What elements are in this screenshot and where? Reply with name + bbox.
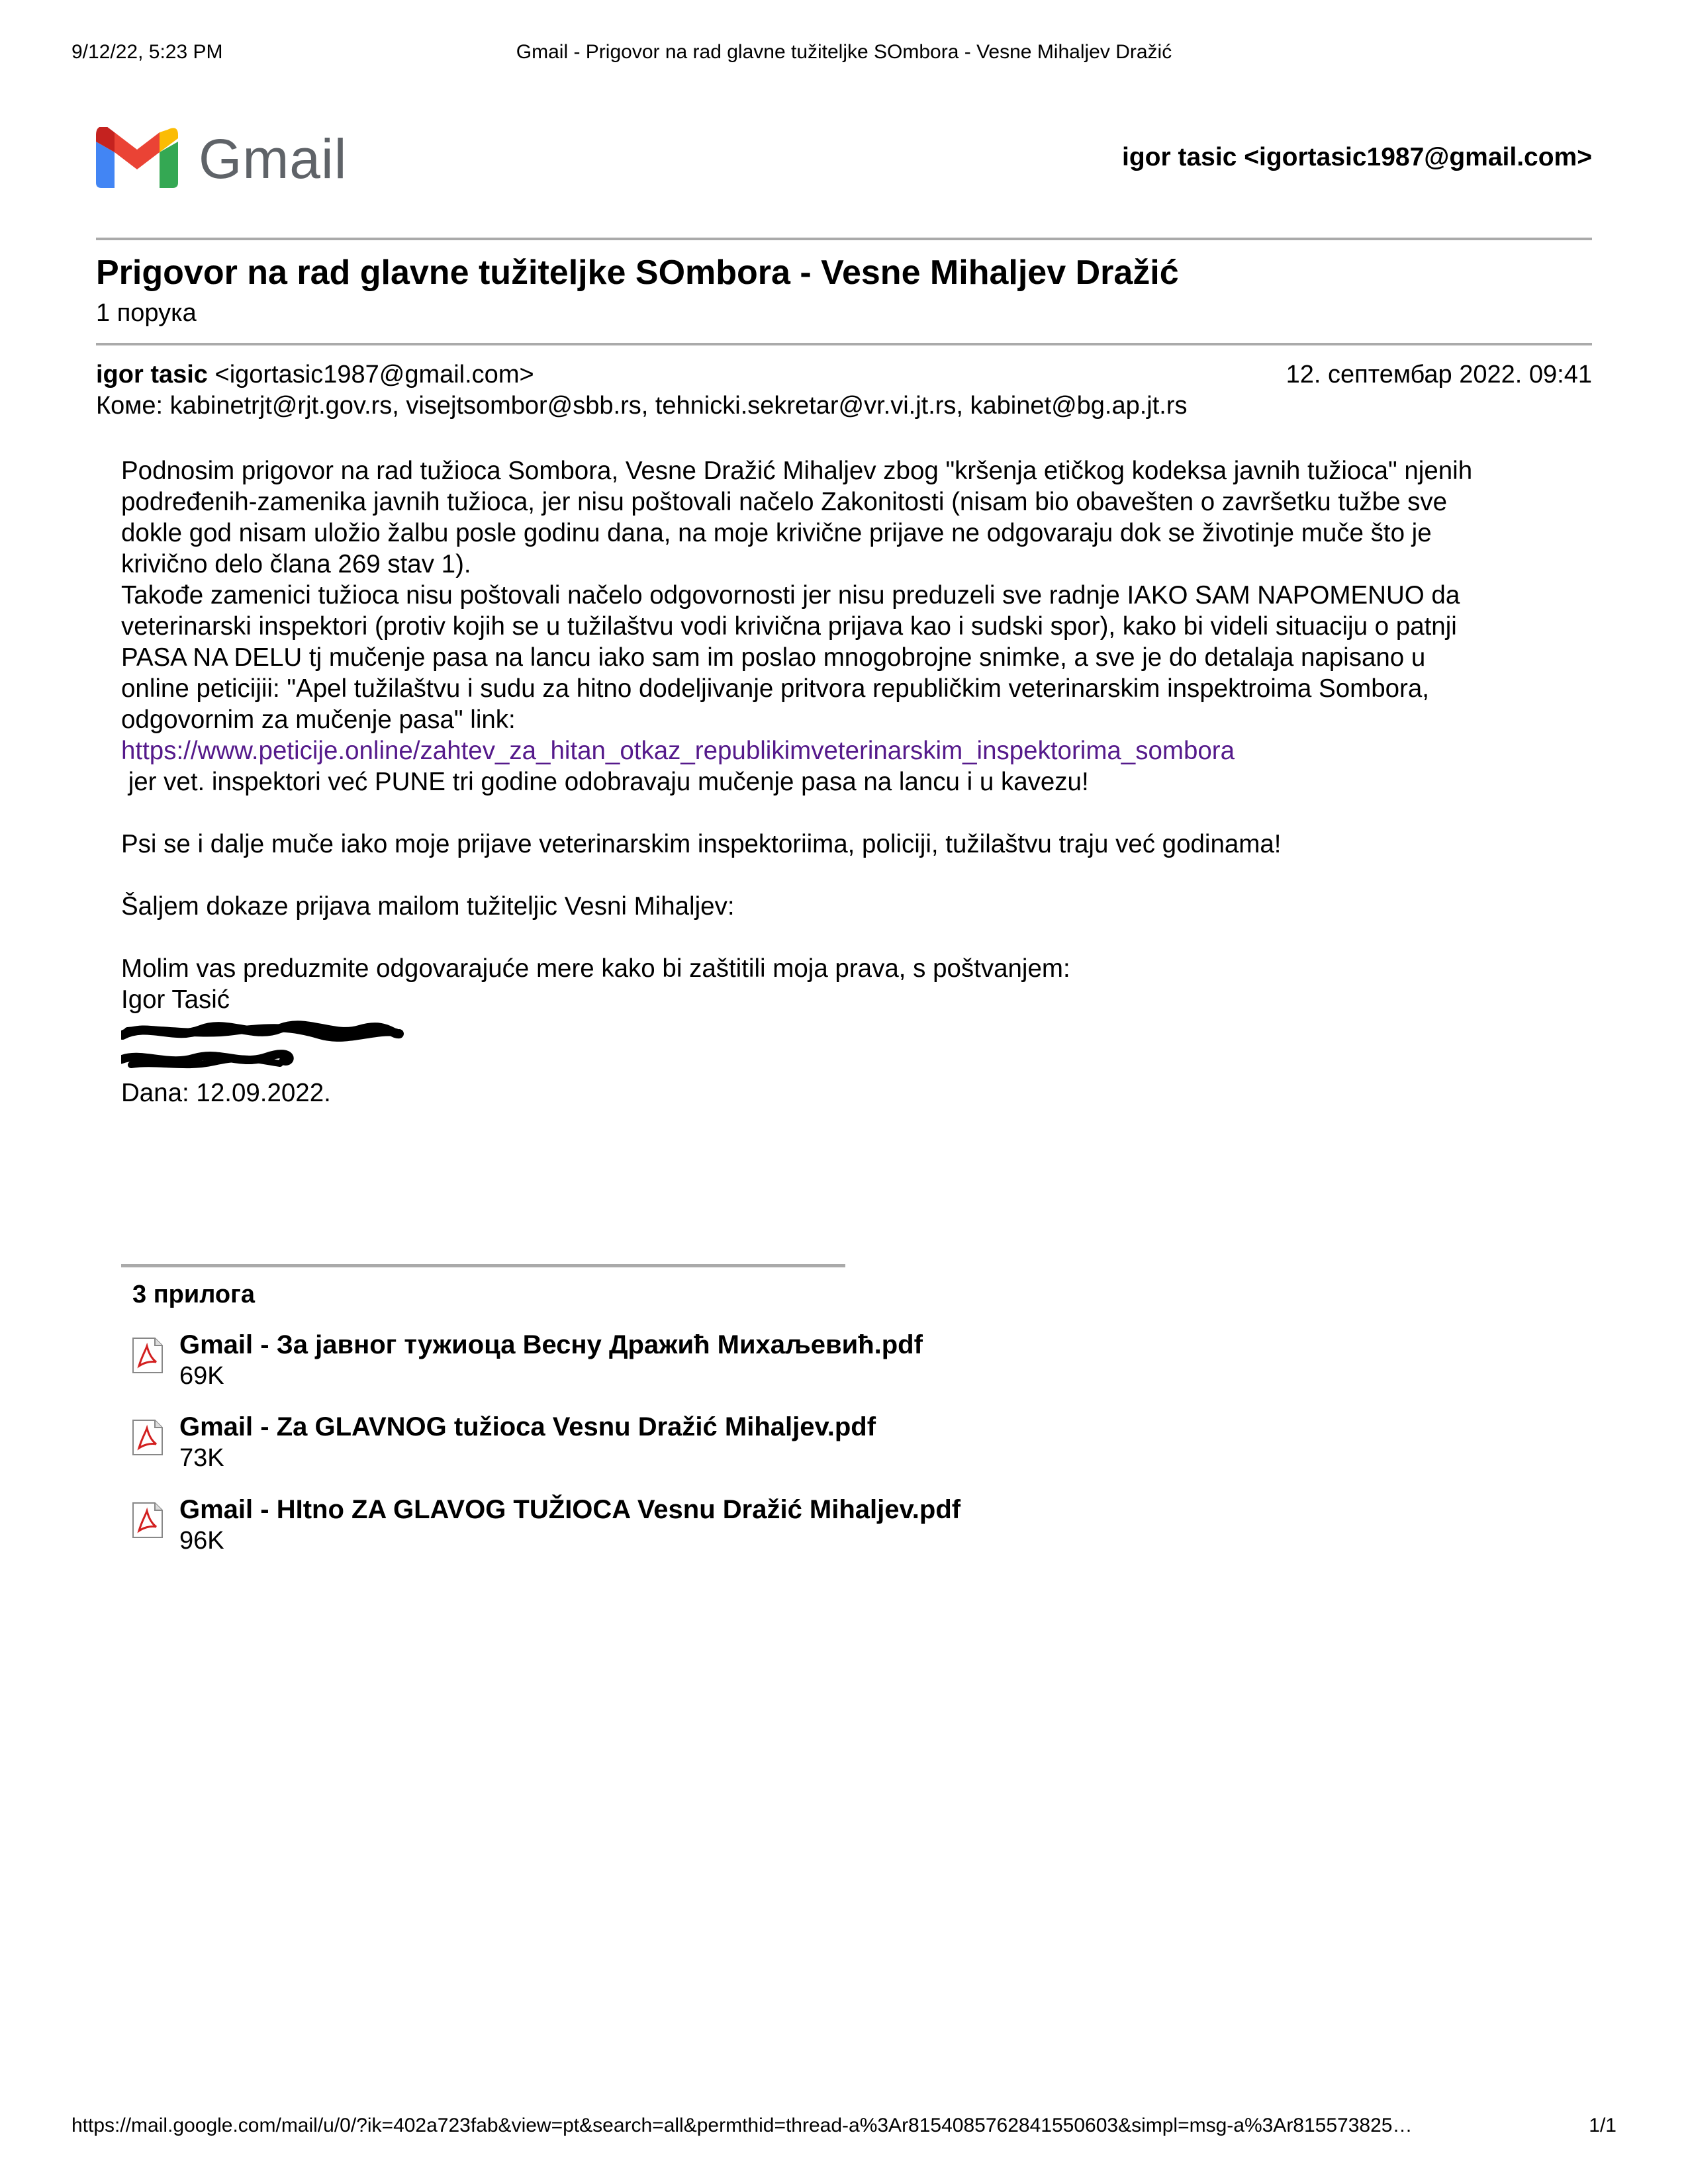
message-date: 12. септембар 2022. 09:41 [1286, 361, 1592, 388]
page-number: 1/1 [1589, 2115, 1617, 2136]
pdf-icon [131, 1419, 164, 1456]
header-divider [96, 238, 1592, 240]
sender-email: <igortasic1987@gmail.com> [214, 361, 534, 388]
body-line: veterinarski inspektori (protiv kojih se u tužilaštvu vodi krivična prijava kao i sudski spor), kako bi videli situaciju o patnji [121, 612, 1457, 641]
body-line: Podnosim prigovor na rad tužioca Sombora, Vesne Dražić Mihaljev zbog "kršenja etičkog kodeksa javnih tužioca" njenih [121, 457, 1473, 485]
thread-subject: Prigovor na rad glavne tužiteljke SOmbora - Vesne Mihaljev Dražić [96, 253, 1179, 292]
print-datetime: 9/12/22, 5:23 PM [71, 41, 223, 63]
attachment-size: 69K [179, 1362, 224, 1390]
attachment-name[interactable]: Gmail - HItno ZA GLAVOG TUŽIOCA Vesnu Dražić Mihaljev.pdf [179, 1495, 961, 1524]
body-paragraph: Psi se i dalje muče iako moje prijave veterinarskim inspektoriima, policiji, tužilaštvu traju već godinama! [121, 830, 1282, 858]
sender-name: igor tasic [96, 361, 208, 388]
body-line: krivično delo člana 269 stav 1). [121, 550, 471, 578]
body-line: PASA NA DELU tj mučenje pasa na lancu iako sam im poslao mnogobrojne snimke, a sve je do detalaja napisano u [121, 643, 1426, 672]
body-line: jer vet. inspektori već PUNE tri godine odobravaju mučenje pasa na lancu i u kavezu! [121, 768, 1089, 796]
print-header [0, 41, 1688, 68]
message-body [121, 455, 1577, 1109]
account-label: igor tasic <igortasic1987@gmail.com> [1122, 143, 1592, 171]
body-paragraph: Šaljem dokaze prijava mailom tužiteljic Vesni Mihaljev: [121, 892, 735, 921]
gmail-m-icon [96, 127, 178, 188]
letter-date: Dana: 12.09.2022. [121, 1079, 331, 1107]
gmail-logo [96, 126, 374, 189]
redaction-scribble [121, 1046, 412, 1077]
message-count: 1 порука [96, 299, 197, 327]
recipients-line: Коме: kabinetrjt@rjt.gov.rs, visejtsombor@sbb.rs, tehnicki.sekretar@vr.vi.jt.rs, kabinet@bg.ap.jt.rs [96, 392, 1188, 420]
attachment-size: 73K [179, 1444, 224, 1472]
signature-name: Igor Tasić [121, 985, 230, 1014]
attachment-size: 96K [179, 1527, 224, 1555]
pdf-icon [131, 1337, 164, 1374]
attachment-name[interactable]: Gmail - Za GLAVNOG tužioca Vesnu Dražić Mihaljev.pdf [179, 1412, 876, 1441]
body-line: online peticijii: "Apel tužilaštvu i sudu za hitno dodeljivanje pritvora republičkim veterinarskim inspektroima Sombora, [121, 674, 1429, 703]
body-line: podređenih-zamenika javnih tužioca, jer nisu poštovali načelo Zakonitosti (nisam bio obavešten o završetku tužbe sve [121, 488, 1448, 516]
redaction-scribble [121, 1015, 412, 1046]
pdf-icon [131, 1502, 164, 1539]
petition-link[interactable]: https://www.peticije.online/zahtev_za_hitan_otkaz_republikimveterinarskim_inspektorima_sombora [121, 737, 1235, 765]
subject-divider [96, 343, 1592, 345]
attachments-divider [121, 1264, 845, 1267]
body-line: dokle god nisam uložio žalbu posle godinu dana, na moje krivične prijave ne odgovaraju dok se životinje muče što je [121, 519, 1432, 547]
attachment-name[interactable]: Gmail - За јавног тужиоца Весну Дражић Михаљевић.pdf [179, 1330, 923, 1359]
body-line: Takođe zamenici tužioca nisu poštovali načelo odgovornosti jer nisu preduzeli sve radnje IAKO SAM NAPOMENUO da [121, 581, 1460, 610]
print-url: https://mail.google.com/mail/u/0/?ik=402a723fab&view=pt&search=all&permthid=thread-a%3Ar8154085762841550603&simpl=msg-a%3Ar815573825… [71, 2115, 1413, 2136]
gmail-wordmark: Gmail [199, 128, 348, 190]
body-line: odgovornim za mučenje pasa" link: [121, 705, 516, 734]
body-paragraph: Molim vas preduzmite odgovarajuće mere kako bi zaštitili moja prava, s poštvanjem: [121, 954, 1070, 983]
print-page-title: Gmail - Prigovor na rad glavne tužiteljke SOmbora - Vesne Mihaljev Dražić [516, 41, 1172, 63]
sender-line [96, 361, 534, 389]
attachments-count: 3 прилога [132, 1281, 256, 1308]
